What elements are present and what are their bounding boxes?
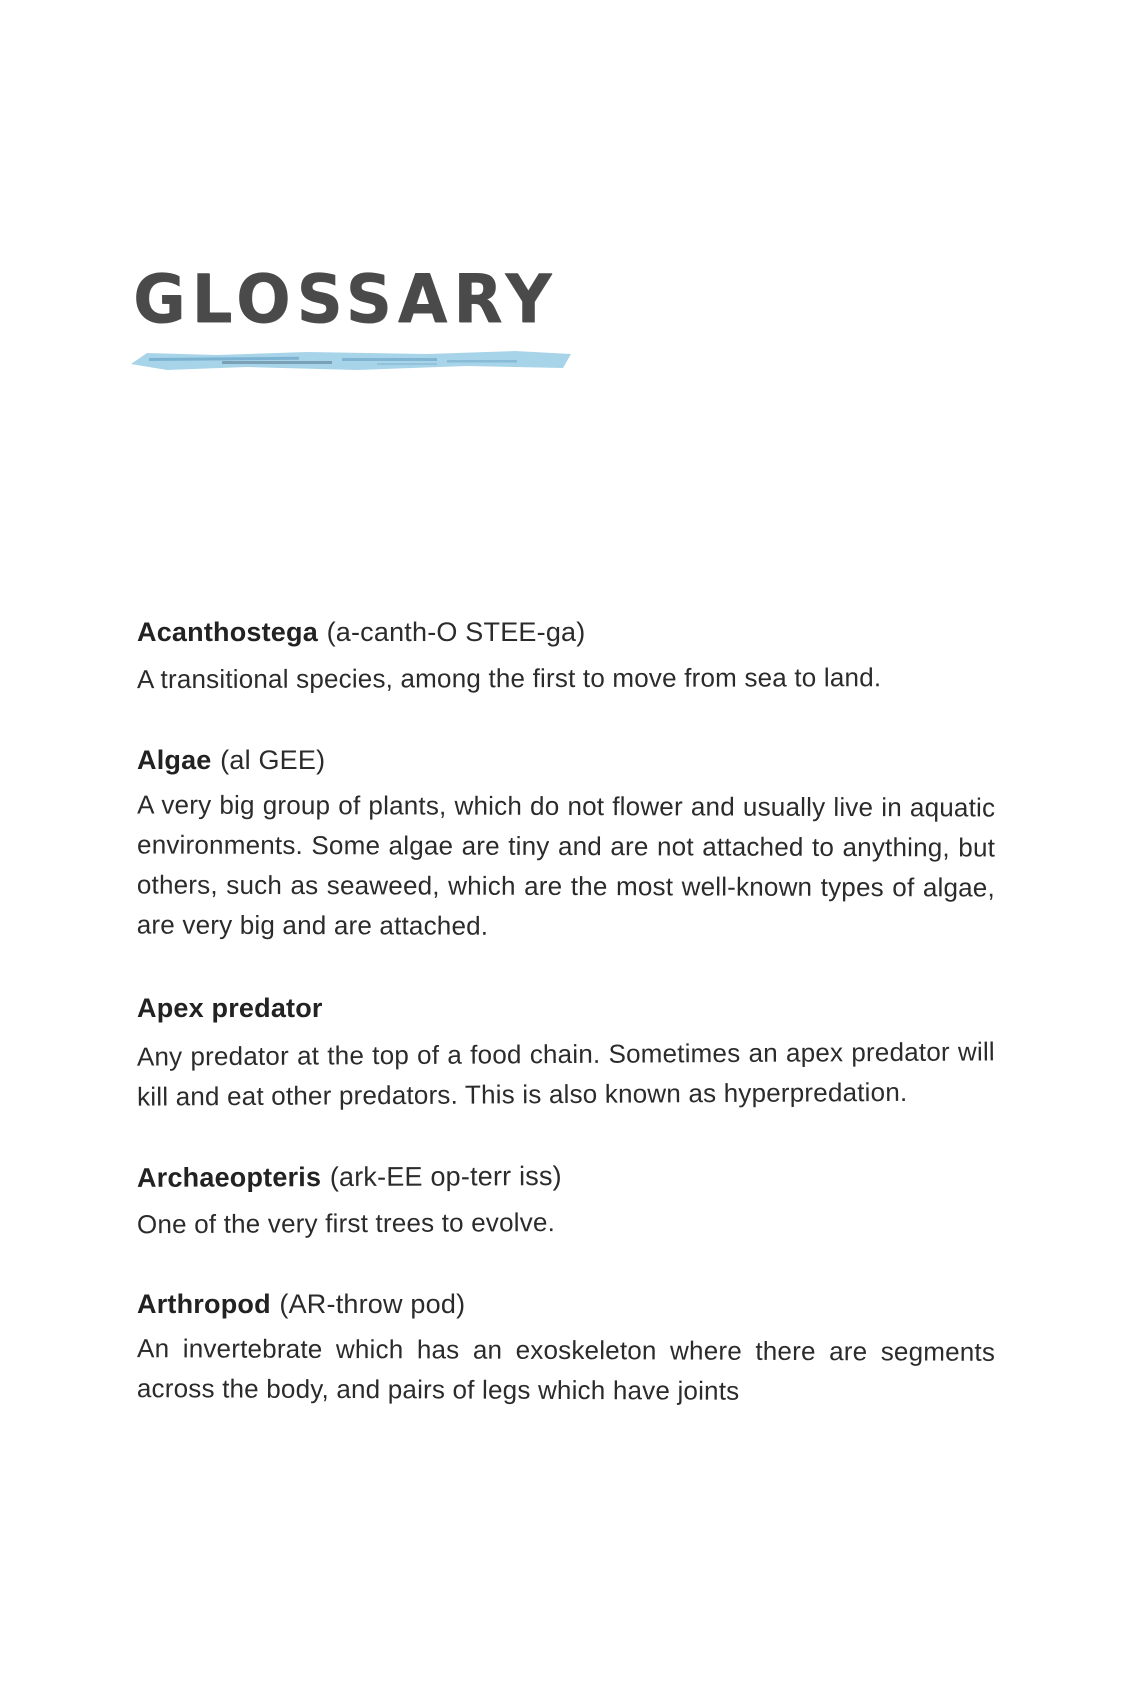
definition: One of the very first trees to evolve. <box>136 1207 556 1240</box>
term-line <box>137 988 995 1028</box>
term-line <box>137 612 995 652</box>
term: Acanthostega <box>137 617 318 647</box>
definition: Any predator at the top of a food chain. Sometimes an apex predator will kill and eat other predators. This is also known as hyperpredation. <box>136 1036 995 1112</box>
term: Apex predator <box>137 993 323 1023</box>
page-title: GLOSSARY <box>133 261 558 339</box>
pronunciation: (a-canth-O STEE-ga) <box>326 617 586 647</box>
term: Archaeopteris <box>136 1162 322 1193</box>
term: Algae <box>137 745 212 775</box>
term: Arthropod <box>137 1289 271 1319</box>
definition: An invertebrate which has an exoskeleton where there are segments across the body, and pairs of legs which have joints <box>136 1333 996 1406</box>
glossary-entry-apex-predator <box>137 988 995 1114</box>
brush-underline-decoration <box>127 348 573 374</box>
glossary-entry-archaeopteris <box>137 1156 995 1242</box>
glossary-entry-arthropod <box>137 1284 995 1410</box>
term-line <box>137 740 995 780</box>
title-block <box>133 261 563 374</box>
glossary-entry-acanthostega <box>137 612 995 698</box>
pronunciation: (al GEE) <box>220 745 326 775</box>
definition: A very big group of plants, which do not flower and usually live in aquatic environments. Some algae are tiny and are not attached to anything, but others, such as seaweed, which are the most well-known types of algae, are very big and are attached. <box>136 789 996 941</box>
pronunciation: (AR-throw pod) <box>279 1289 466 1319</box>
term-line <box>137 1284 995 1324</box>
term-line <box>137 1154 995 1198</box>
pronunciation: (ark-EE op-terr iss) <box>329 1161 562 1193</box>
glossary-entries <box>137 612 995 1410</box>
glossary-entry-algae <box>137 740 995 946</box>
definition: A transitional species, among the first to move from sea to land. <box>136 662 882 695</box>
